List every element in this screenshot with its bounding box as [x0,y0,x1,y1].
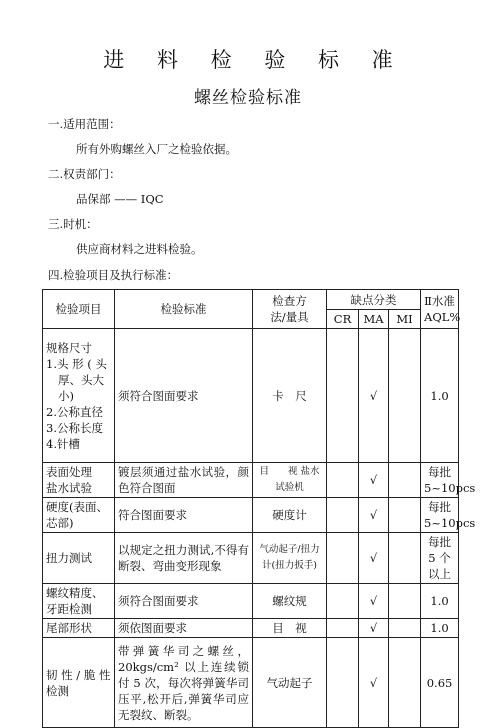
cell-standard: 以规定之扭力测试,不得有断裂、弯曲变形现象 [115,533,253,584]
table-header-row [43,290,459,310]
table-row [43,498,459,533]
cell-cr [327,619,359,638]
document-subtitle: 螺丝检验标准 [194,88,302,108]
cell-item-line: 芯部) [46,516,74,530]
section-3-body: 供应商材料之进料检验。 [76,242,203,256]
header-method-line1: 检查方 [272,294,307,308]
cell-mi [389,329,421,463]
cell-method: 螺纹规 [253,584,327,619]
cell-item-line: 盐水试验 [46,481,92,495]
cell-item [43,638,115,728]
header-standard: 检验标准 [115,290,253,329]
cell-ma: √ [359,638,389,728]
header-mi: MI [389,310,421,329]
section-4-heading: 四.检验项目及执行标准： [48,268,179,282]
header-aql-line1: Ⅱ水准 [424,294,455,308]
cell-standard: 须符合图面要求 [115,584,253,619]
cell-ma: √ [359,498,389,533]
cell-cr [327,638,359,728]
cell-method: 气动起子/扭力计(扭力扳手) [253,533,327,584]
cell-mi [389,498,421,533]
cell-item-line: 牙距检测 [46,602,92,616]
header-aql [421,290,459,329]
cell-item-line: 厚、头大 [58,372,104,387]
cell-item-line: 硬度(表面、 [46,500,108,514]
header-method-line2: 法/量具 [270,310,309,324]
cell-item-line: 2.公称直径 [46,404,103,419]
cell-item-line: 规格尺寸 [46,340,92,355]
cell-ma: √ [359,619,389,638]
cell-item-line: 检测 [46,683,69,698]
cell-standard: 镀层须通过盐水试验，颜色符合图面 [115,463,253,498]
cell-aql: 1.0 [421,329,459,463]
cell-item-line: 螺纹精度、 [46,586,104,600]
header-ma: MA [359,310,389,329]
header-cr: CR [327,310,359,329]
cell-standard: 带弹簧华司之螺丝，20kgs/cm² 以上连续锁付 5 次，每次将弹簧华司压平,松开后,弹簧华司应无裂纹、断裂。 [115,638,253,728]
cell-item [43,533,115,584]
cell-method: 卡 尺 [253,329,327,463]
cell-aql: 每批 5 个以上 [421,533,459,584]
cell-item-line: 表面处理 [46,465,92,479]
header-aql-line2: AQL% [424,310,461,324]
cell-item-line: 4.针槽 [46,436,80,451]
cell-item-line: 尾部形状 [46,621,92,635]
cell-item [43,463,115,498]
cell-item-line: 韧 性 / 脆 性 [46,667,111,682]
cell-ma: √ [359,533,389,584]
cell-aql: 0.65 [421,638,459,728]
inspection-table [42,289,476,728]
cell-method: 目 视 [253,619,327,638]
table-row [43,638,459,728]
cell-mi [389,619,421,638]
cell-aql: 每批 5~10pcs [421,463,459,498]
cell-standard: 符合图面要求 [115,498,253,533]
cell-aql: 每批 5~10pcs [421,498,459,533]
cell-item-line: 扭力测试 [46,551,92,565]
cell-mi [389,463,421,498]
cell-ma: √ [359,584,389,619]
table-row [43,463,459,498]
cell-cr [327,498,359,533]
table-row [43,329,459,463]
section-2-body: 品保部 —— IQC [76,192,164,206]
cell-item [43,329,115,463]
cell-method: 硬度计 [253,498,327,533]
cell-aql: 1.0 [421,619,459,638]
cell-mi [389,584,421,619]
cell-standard: 须依图面要求 [115,619,253,638]
cell-item [43,584,115,619]
cell-item-line: 3.公称长度 [46,420,103,435]
table-row [43,619,459,638]
section-1-body: 所有外购螺丝入厂之检验依据。 [76,142,237,156]
cell-mi [389,533,421,584]
cell-item-line: 1.头 形 ( 头 [46,356,107,371]
section-3-heading: 三.时机： [48,217,98,231]
cell-method: 目 视 盐水试验机 [253,463,327,498]
header-item: 检验项目 [43,290,115,329]
cell-method: 气动起子 [253,638,327,728]
cell-cr [327,329,359,463]
cell-aql: 1.0 [421,584,459,619]
document-title: 进 料 检 验 标 准 [103,48,406,72]
cell-cr [327,463,359,498]
table-row [43,533,459,584]
cell-item-line: 小) [58,388,74,403]
header-defect: 缺点分类 [327,290,421,310]
cell-cr [327,533,359,584]
cell-ma: √ [359,463,389,498]
section-1-heading: 一.适用范围： [48,117,121,131]
cell-cr [327,584,359,619]
table-row [43,584,459,619]
cell-mi [389,638,421,728]
section-2-heading: 二.权责部门： [48,167,121,181]
cell-ma: √ [359,329,389,463]
cell-standard: 须符合图面要求 [115,329,253,463]
header-method [253,290,327,329]
cell-item [43,498,115,533]
cell-item [43,619,115,638]
